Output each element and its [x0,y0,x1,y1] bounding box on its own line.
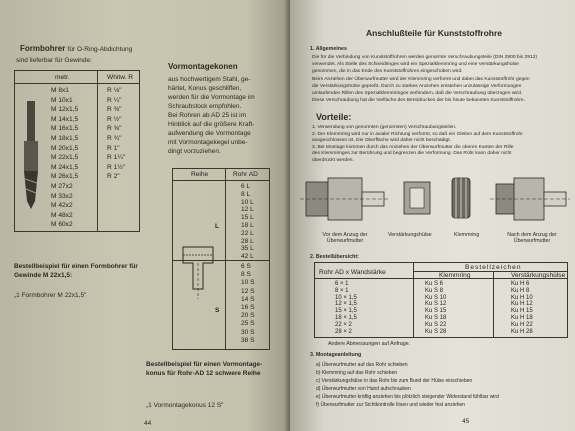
thread-whitworth-cell: R ¼" [107,96,122,104]
series-l-label: L [215,223,220,230]
overview-clamp-cell: Ku S 12 [425,301,447,308]
thread-metric-cell: M 60x2 [51,221,73,229]
instruction-line: e) Überwurfmutter kräftig anziehen bis plötzlich steigender Widerstand fühlbar wird [316,394,499,400]
cone-s-cell: 25 S [241,320,255,328]
cone-illustration [179,243,219,303]
instruction-line: c) Verstärkungshülse in das Rohr bis zum Bund der Hülse einschieben [316,378,473,384]
thread-metric-cell: M 16x1,5 [51,125,79,133]
thread-whitworth-cell: R ⅝" [107,125,122,133]
thread-metric-cell: M 26x1,5 [51,173,79,181]
overview-sleeve-cell: Ku H 22 [511,321,533,328]
cone-l-cell: 6 L [241,183,251,190]
thread-whitworth-cell: R ⅜" [107,106,122,114]
cone-order-value: „1 Vormontagekonus 12 S" [146,402,224,409]
overview-sleeve-cell: Ku H 18 [511,315,533,321]
cone-s-cell: 8 S [241,271,251,279]
cone-s-cell: 16 S [241,304,255,311]
thread-metric-cell: M 20x1,5 [51,144,79,152]
cone-l-cell: 42 L [241,253,254,261]
advantage-line: 3. Bei Montage kommen durch das Anziehen der Überwurfmutter die oberen Kanten der Rille [312,144,514,150]
cone-s-cell: 12 S [241,287,255,295]
overview-sleeve-cell: Ku H 28 [511,328,533,335]
overview-size-cell: 8 × 1 [335,287,349,294]
overview-header-size: Rohr AD x Wandstärke [319,269,386,276]
section1-title: 1. Allgemeines [310,46,347,52]
overview-size-cell: 12 × 1,5 [335,301,357,308]
thread-table [14,70,140,232]
thread-whitworth-cell: R ⅛" [107,87,122,94]
advantage-line: des Klemmringes zur Berührung und begrenzen die Verformung. Das Rohr kann daher nicht [312,151,512,157]
overview-header-sleeve: Verstärkungshülse [511,272,566,279]
cone-l-cell: 10 L [241,198,254,206]
overview-sleeve-cell: Ku H 12 [511,301,533,308]
cone-table [172,168,270,350]
cone-title: Vormontagekonen [168,62,238,71]
cone-text-line: Bei Rohren ab AD 25 ist im [168,112,247,119]
overview-clamp-cell: Ku S 18 [425,315,447,321]
caption-before: Vor dem Anzug der Überwurfmutter [322,232,368,244]
overview-header-clamp: Klemmring [439,272,471,279]
overview-clamp-cell: Ku S 6 [425,281,444,287]
thread-metric-cell: M 14x1,5 [51,115,79,123]
cone-l-cell: 28 L [241,237,254,245]
caption-after: Nach dem Anzug der Überwurfmutter [507,232,557,244]
formbohrer-subheading: sind lieferbar für Gewinde: [16,57,92,64]
cone-s-cell: 38 S [241,336,255,344]
cone-text-line: werden für die Vormontage im [168,94,255,101]
overview-clamp-cell: Ku S 8 [425,287,444,294]
overview-clamp-cell: Ku S 28 [425,328,447,335]
cone-text-line: Hinblick auf die größere Kraft- [168,121,255,128]
cone-order-title: Bestellbeispiel für einen Vormontage-konus für Rohr-AD 12 schwere Reihe [146,361,263,377]
order-example-value: „1 Formbohrer M 22x1,5" [14,292,87,299]
thread-metric-cell: M 8x1 [51,87,69,94]
cone-l-cell: 12 L [241,206,254,214]
cone-l-cell: 22 L [241,229,254,237]
advantage-line: ausgeschlossen ist. Die Oberfläche wird daher nicht beschädigt. [312,138,451,144]
section1-line: die Verstärkungshülse gepreßt. Durch zu starkes Anziehen entstehen unzulässige Verformungen [312,83,522,89]
overview-size-cell: 18 × 1,5 [335,315,357,321]
overview-clamp-cell: Ku S 22 [425,321,447,328]
overview-table [314,262,568,338]
overview-group-header: Bestellzeichen [465,264,522,271]
section1-line: Die für die Verbindung von Kunststoffrohren werden genormte Verschraubungsteile (DIN 2900 bis 2912) [312,55,538,60]
overview-size-cell: 10 × 1,5 [335,294,357,301]
thread-metric-cell: M 12x1,5 [51,106,79,114]
instruction-line: d) Überwurfmutter von Hand aufschrauben [316,386,411,392]
cone-text-line: härtet, Konus geschliffen, [168,85,242,92]
thread-whitworth-cell: R 1½" [107,163,126,171]
caption-sleeve: Verstärkungshülse [388,232,432,238]
thread-whitworth-cell: R 1¼" [107,154,126,162]
other-sizes-note: Andere Abmessungen auf Anfrage. [328,341,411,347]
fitting-before-drawing [300,178,390,220]
clamp-ring-drawing [452,178,470,218]
thread-metric-cell: M 10x1 [51,96,73,104]
cone-l-cell: 35 L [241,245,254,253]
thread-whitworth-cell: R ¾" [107,135,122,142]
cone-l-cell: 15 L [241,214,254,222]
overview-sleeve-cell: Ku H 6 [511,281,530,287]
reinforcing-sleeve-drawing [404,182,430,214]
section1-line: verwendet. Als Stelle des Schneidringes wird ein Spezialklemmring und eine Verstärkungshülse [312,62,519,68]
overview-clamp-cell: Ku S 10 [425,294,447,301]
cone-l-cell: 8 L [241,190,251,198]
order-example-title: Bestellbeispiel für einen Formbohrer für Gewinde M 22x1,5: [14,263,138,279]
cone-header-series: Reihe [191,171,209,178]
overview-sleeve-cell: Ku H 10 [511,294,533,301]
thread-metric-cell: M 24x1,5 [51,163,79,171]
cone-text-line: mit Vormontagekegel unbe- [168,139,248,146]
cone-header-ad: Rohr AD [233,171,258,178]
cone-text-line: Schraubstock empfohlen. [168,103,242,110]
thread-header-whitworth: Whitw. R [107,74,134,81]
formbohrer-heading: Formbohrer für O-Ring-Abdichtung [20,44,133,53]
advantage-line: 1. Verwendung von genormten (genormten) Verschraubungsteilen. [312,125,457,130]
overview-clamp-cell: Ku S 15 [425,308,447,315]
thread-whitworth-cell: R 2" [107,173,120,181]
overview-sleeve-cell: Ku H 15 [511,308,533,315]
overview-size-cell: 22 × 2 [335,321,352,328]
section1-line: genommen, die in das Ende des Kunststoffrohres eingeschoben wird. [312,69,463,75]
cone-text-line: aufwendung die Vormontage [168,130,251,137]
series-s-label: S [215,307,220,314]
overview-size-cell: 6 × 1 [335,281,349,287]
cone-text-line: dingt vorzuziehen. [168,148,221,155]
thread-metric-cell: M 33x2 [51,192,73,200]
thread-metric-cell: M 22x1,5 [51,154,79,162]
instruction-line: a) Überwurfmutter auf das Rohr schieben [316,362,408,368]
overview-size-cell: 28 × 2 [335,328,352,335]
advantage-line: überdrückt werden. [312,158,354,163]
cone-text-line: aus hochwertigem Stahl, ge- [168,76,251,83]
right-page [290,0,575,431]
advantages-title: Vorteile: [316,112,352,122]
formbohrer-drill-illustration [21,101,41,211]
thread-metric-cell: M 42x2 [51,202,73,210]
left-page-number: 44 [144,420,152,427]
overview-title: 2. Bestellübersicht: [310,254,359,260]
fitting-after-drawing [490,178,570,220]
right-page-title: Anschlußteile für Kunststoffrohre [366,28,503,38]
cone-s-cell: 20 S [241,312,255,320]
cone-l-cell: 18 L [241,222,254,229]
cone-s-cell: 6 S [241,263,251,270]
instruction-line: f) Überwurfmutter zur Sichtkontrolle lösen und wieder fest anziehen [316,402,465,408]
overview-size-cell: 15 × 1,5 [335,308,357,315]
cone-s-cell: 30 S [241,328,255,336]
thread-header-metric: metr. [55,74,70,81]
right-page-number: 45 [462,418,470,425]
advantage-line: 2. Der Klemmring wird nur in axialer Richtung verformt, so daß ein Gleiten auf dem Kunststoffrohr [312,131,523,137]
instruction-line: b) Klemmring auf das Rohr schieben [316,370,398,376]
section3-title: 3. Montageanleitung [310,352,362,358]
thread-metric-cell: M 48x2 [51,211,73,219]
fitting-illustrations [300,166,570,236]
section1-line: Diese Verschraubung hat die Vielfache des Berstdruckes der bis heute bekannten Kunststoffrohre. [312,98,525,104]
section1-line: umlaufenden Rillen des Spezialklemmringes verhindern, daß die Verschraubung überzogen wird. [312,91,523,96]
thread-whitworth-cell: R 1" [107,144,120,152]
thread-metric-cell: M 18x1,5 [51,135,79,142]
thread-whitworth-cell: R ½" [107,115,122,123]
thread-metric-cell: M 27x2 [51,183,73,190]
section1-line: Beim Anziehen der Überwurfmutter wird der Klemmring verformt und dabei das Kunststoffrohr gegen [312,76,530,82]
cone-s-cell: 14 S [241,295,255,303]
caption-clamp-ring: Klemmring [454,232,480,238]
overview-sleeve-cell: Ku H 8 [511,287,530,294]
cone-s-cell: 10 S [241,279,255,287]
